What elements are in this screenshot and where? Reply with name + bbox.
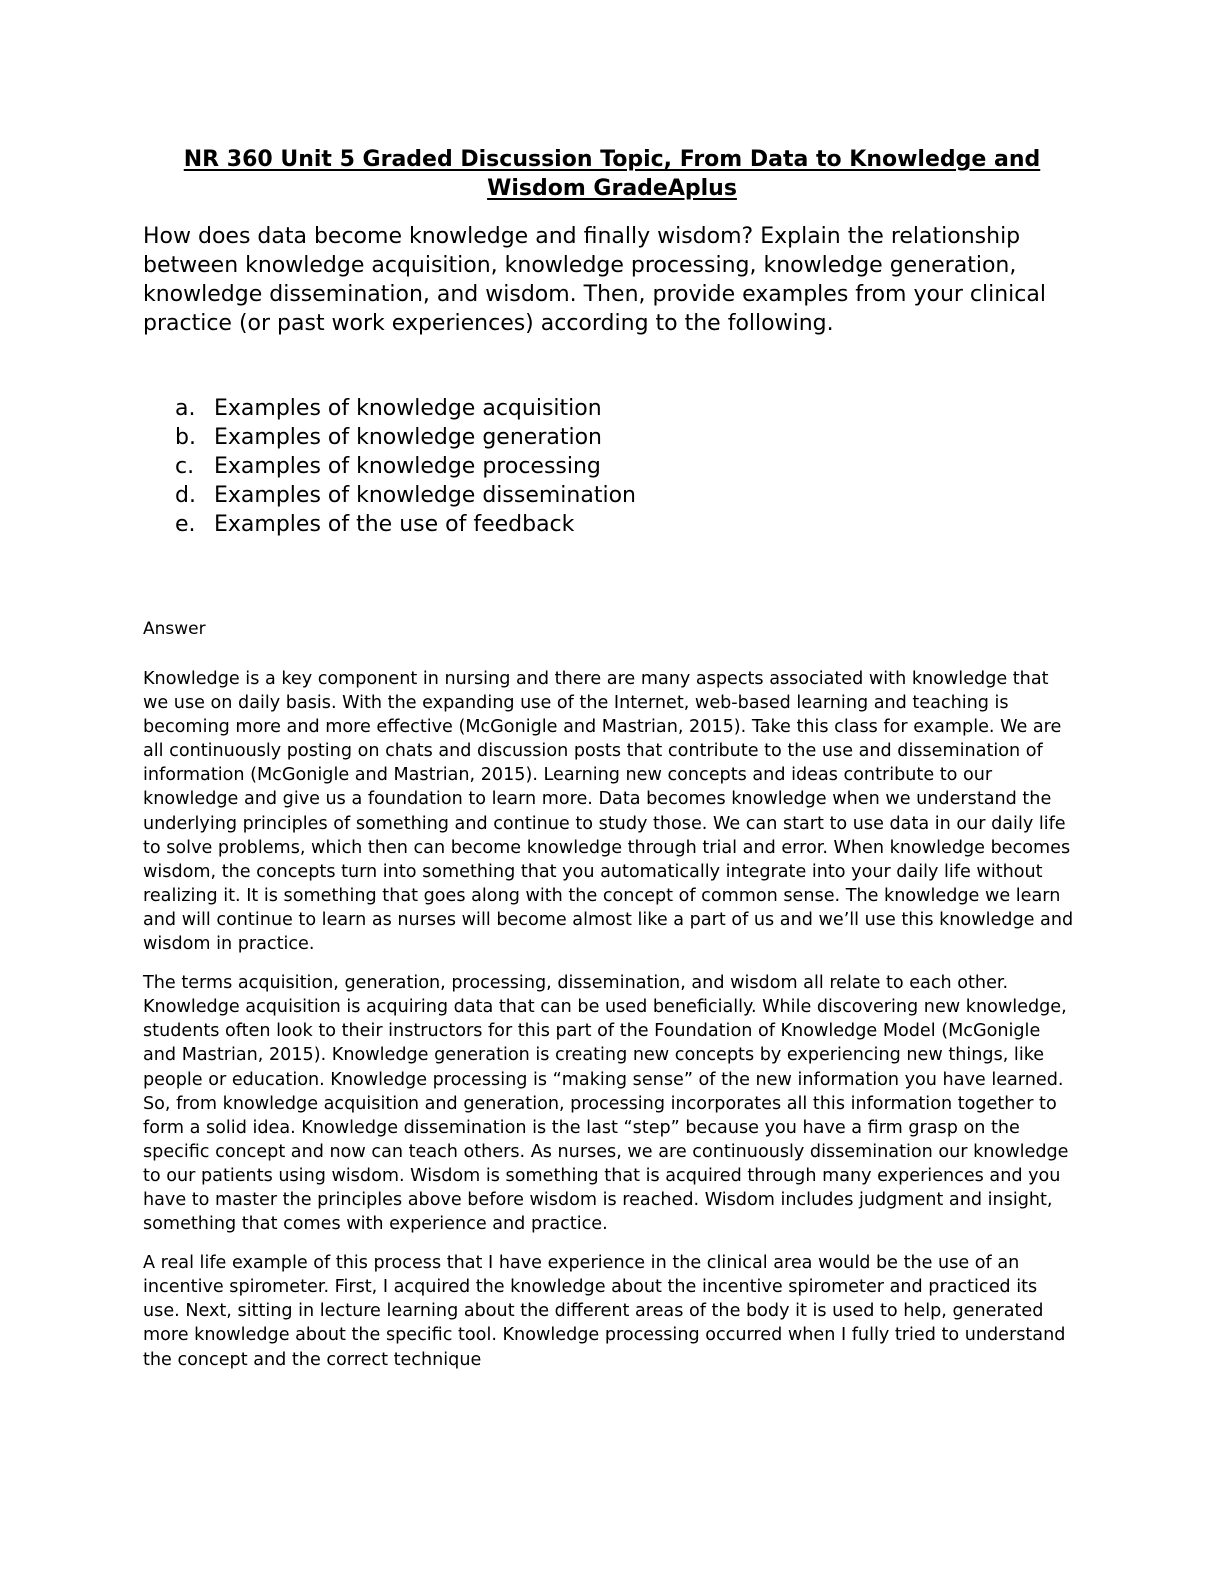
list-marker: a. <box>175 396 196 421</box>
answer-paragraph: The terms acquisition, generation, processing, dissemination, and wisdom all relate to each other. Knowledge acquisition is acquiring data that can be used beneficially. While discovering new knowledge, students often look to their instructors for this part of the Foundation of Knowledge Model (McGonigle and Mastrian, 2015). Knowledge generation is creating new concepts by experiencing new things, like people or education. Knowledge processing is “making sense” of the new information you have learned. So, from knowledge acquisition and generation, processing incorporates all this information together to form a solid idea. Knowledge dissemination is the last “step” because you have a firm grasp on the specific concept and now can teach others. As nurses, we are continuously dissemination our knowledge to our patients using wisdom. Wisdom is something that is acquired through many experiences and you have to master the principles above before wisdom is reached. Wisdom includes judgment and insight, something that comes with experience and practice. <box>143 973 1069 1235</box>
list-item-text: Examples of knowledge processing <box>214 454 601 479</box>
answer-label: Answer <box>143 619 206 639</box>
list-item <box>175 394 636 423</box>
document-title <box>120 145 1104 203</box>
list-item-text: Examples of the use of feedback <box>214 512 575 537</box>
list-marker: b. <box>175 425 196 450</box>
title-line-2: Wisdom GradeAplus <box>487 176 737 201</box>
list-item-text: Examples of knowledge generation <box>214 425 602 450</box>
list-item-text: Examples of knowledge acquisition <box>214 396 602 421</box>
list-item-text: Examples of knowledge dissemination <box>214 483 636 508</box>
answer-paragraph: A real life example of this process that I have experience in the clinical area would be the use of an incentive spirometer. First, I acquired the knowledge about the incentive spirometer and practiced its use. Next, sitting in lecture learning about the different areas of the body it is used to help, generated more knowledge about the specific tool. Knowledge processing occurred when I fully tried to understand the concept and the correct technique <box>143 1253 1066 1370</box>
list-item <box>175 452 636 481</box>
list-item <box>175 481 636 510</box>
list-marker: c. <box>175 454 195 479</box>
options-list <box>175 394 636 539</box>
answer-body <box>143 667 1078 1387</box>
list-marker: e. <box>175 512 196 537</box>
title-line-1: NR 360 Unit 5 Graded Discussion Topic, From Data to Knowledge and <box>183 147 1041 172</box>
list-marker: d. <box>175 483 196 508</box>
answer-paragraph: Knowledge is a key component in nursing and there are many aspects associated with knowledge that we use on daily basis. With the expanding use of the Internet, web-based learning and teaching is becoming more and more effective (McGonigle and Mastrian, 2015). Take this class for example. We are all continuously posting on chats and discussion posts that contribute to the use and dissemination of information (McGonigle and Mastrian, 2015). Learning new concepts and ideas contribute to our knowledge and give us a foundation to learn more. Data becomes knowledge when we understand the underlying principles of something and continue to study those. We can start to use data in our daily life to solve problems, which then can become knowledge through trial and error. When knowledge becomes wisdom, the concepts turn into something that you automatically integrate into your daily life without realizing it. It is something that goes along with the concept of common sense. The knowledge we learn and will continue to learn as nurses will become almost like a part of us and we’ll use this knowledge and wisdom in practice. <box>143 669 1074 955</box>
question-text: How does data become knowledge and finally wisdom? Explain the relationship between knowledge acquisition, knowledge processing, knowledge generation, knowledge dissemination, and wisdom. Then, provide examples from your clinical practice (or past work experiences) according to the following. <box>143 224 1046 336</box>
list-item <box>175 423 636 452</box>
list-item <box>175 510 636 539</box>
